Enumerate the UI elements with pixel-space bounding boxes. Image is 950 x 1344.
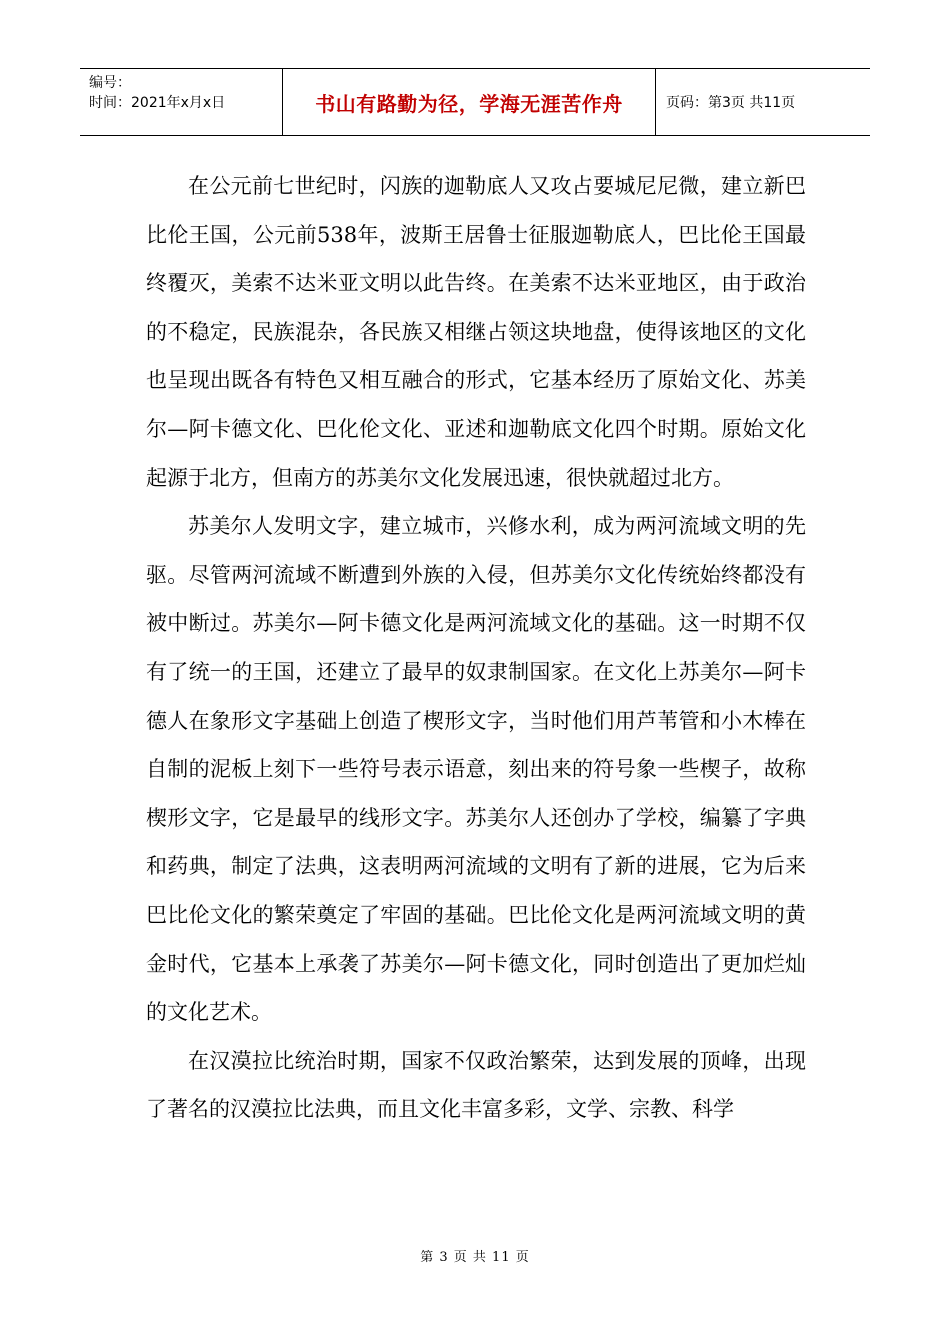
- paragraph: 在汉漠拉比统治时期，国家不仅政治繁荣，达到发展的顶峰，出现了著名的汉漠拉比法典，而且文化丰富多彩，文学、宗教、科学: [146, 1048, 806, 1122]
- header-meta-cell: [80, 69, 283, 135]
- document-number-label: 编号：: [89, 75, 131, 91]
- page-footer: 第 3 页 共 11 页: [420, 1250, 530, 1265]
- document-date: 时间：2021年x月x日: [89, 95, 226, 111]
- paragraph: 在公元前七世纪时，闪族的迦勒底人又攻占要城尼尼微，建立新巴比伦王国，公元前538年，波斯王居鲁士征服迦勒底人，巴比伦王国最终覆灭，美索不达米亚文明以此告终。在美索不达米亚地区，由于政治的不稳定，民族混杂，各民族又相继占领这块地盘，使得该地区的文化也呈现出既各有特色又相互融合的形式，它基本经历了原始文化、苏美尔—阿卡德文化、巴化伦文化、亚述和迦勒底文化四个时期。原始文化起源于北方，但南方的苏美尔文化发展迅速，很快就超过北方。: [146, 174, 806, 490]
- header-page-info: 页码：第3页 共11页: [666, 95, 796, 111]
- header-motto: 书山有路勤为径，学海无涯苦作舟: [283, 69, 656, 135]
- document-body: [146, 162, 806, 1134]
- paragraph: 苏美尔人发明文字，建立城市，兴修水利，成为两河流域文明的先驱。尽管两河流域不断遭到外族的入侵，但苏美尔文化传统始终都没有被中断过。苏美尔—阿卡德文化是两河流域文化的基础。这一时期不仅有了统一的王国，还建立了最早的奴隶制国家。在文化上苏美尔—阿卡德人在象形文字基础上创造了楔形文字，当时他们用芦苇管和小木棒在自制的泥板上刻下一些符号表示语意，刻出来的符号象一些楔子，故称楔形文字，它是最早的线形文字。苏美尔人还创办了学校，编纂了字典和药典，制定了法典，这表明两河流域的文明有了新的进展，它为后来巴比伦文化的繁荣奠定了牢固的基础。巴比伦文化是两河流域文明的黄金时代，它基本上承袭了苏美尔—阿卡德文化，同时创造出了更加烂灿的文化艺术。: [146, 514, 806, 1025]
- page-header: [80, 68, 870, 136]
